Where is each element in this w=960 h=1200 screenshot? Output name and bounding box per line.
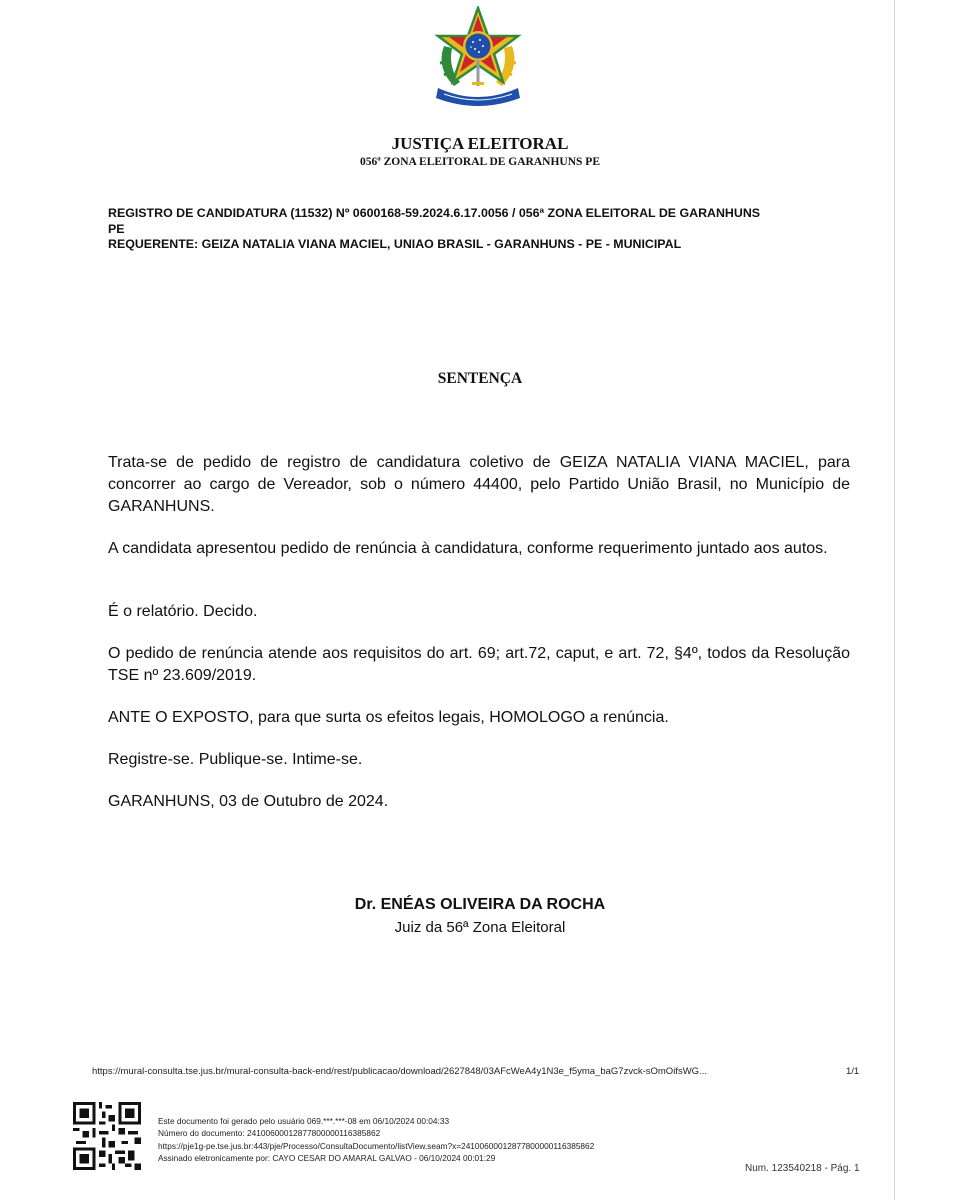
paragraph-place-date: GARANHUNS, 03 de Outubro de 2024. xyxy=(108,793,389,810)
document-number-line: Número do documento: 24100600012877800000116385862 xyxy=(158,1128,381,1139)
applicant-line: REQUERENTE: GEIZA NATALIA VIANA MACIEL, UNIAO BRASIL - GARANHUNS - PE - MUNICIPAL xyxy=(108,237,682,251)
brazil-coat-of-arms-icon xyxy=(430,6,526,106)
verification-url[interactable]: https://pje1g-pe.tse.jus.br:443/pje/Processo/ConsultaDocumento/listView.seam?x=24100600012877800000116385862 xyxy=(158,1140,595,1151)
electronic-signature-info xyxy=(158,1115,738,1165)
document-type-heading: SENTENÇA xyxy=(437,370,523,387)
case-header xyxy=(108,206,836,253)
registration-line: REGISTRO DE CANDIDATURA (11532) Nº 0600168-59.2024.6.17.0056 / 056ª ZONA ELEITORAL DE GARANHUNS xyxy=(108,206,761,220)
judge-title: Juiz da 56ª Zona Eleitoral xyxy=(394,919,566,936)
paragraph-request: Trata-se de pedido de registro de candidatura coletivo de GEIZA NATALIA VIANA MACIEL, para concorrer ao cargo de Vereador, sob o número 44400, pelo Partido União Brasil, no Município de GARANHUNS. xyxy=(108,454,850,515)
page-count: 1/1 xyxy=(846,1066,860,1077)
paragraph-report: É o relatório. Decido. xyxy=(108,603,258,620)
source-url[interactable]: https://mural-consulta.tse.jus.br/mural-consulta-back-end/rest/publicacao/download/2627848/03AFcWeA4y1N3e_f5yma_baG7zvck-sOmOifsWG... xyxy=(92,1066,707,1077)
qr-code-icon[interactable] xyxy=(72,1102,142,1170)
registration-line-continued: PE xyxy=(108,221,125,236)
paragraph-legal-basis: O pedido de renúncia atende aos requisitos do art. 69; art.72, caput, e art. 72, §4º, todos da Resolução TSE nº 23.609/2019. xyxy=(108,645,850,684)
signed-by-line: Assinado eletronicamente por: CAYO CESAR DO AMARAL GALVAO - 06/10/2024 00:01:29 xyxy=(158,1153,496,1164)
paragraph-decision: ANTE O EXPOSTO, para que surta os efeitos legais, HOMOLOGO a renúncia. xyxy=(108,709,669,726)
court-title: JUSTIÇA ELEITORAL xyxy=(391,134,569,153)
paragraph-renunciation: A candidata apresentou pedido de renúncia à candidatura, conforme requerimento juntado aos autos. xyxy=(108,540,828,557)
page-edge xyxy=(894,0,895,1200)
generated-by-line: Este documento foi gerado pelo usuário 069.***.***-08 em 06/10/2024 00:04:33 xyxy=(158,1116,450,1126)
paragraph-registration: Registre-se. Publique-se. Intime-se. xyxy=(108,751,363,768)
document-page-number: Num. 123540218 - Pág. 1 xyxy=(745,1163,860,1174)
court-zone-subtitle: 056ª ZONA ELEITORAL DE GARANHUNS PE xyxy=(360,156,600,168)
judge-name: Dr. ENÉAS OLIVEIRA DA ROCHA xyxy=(354,896,606,913)
